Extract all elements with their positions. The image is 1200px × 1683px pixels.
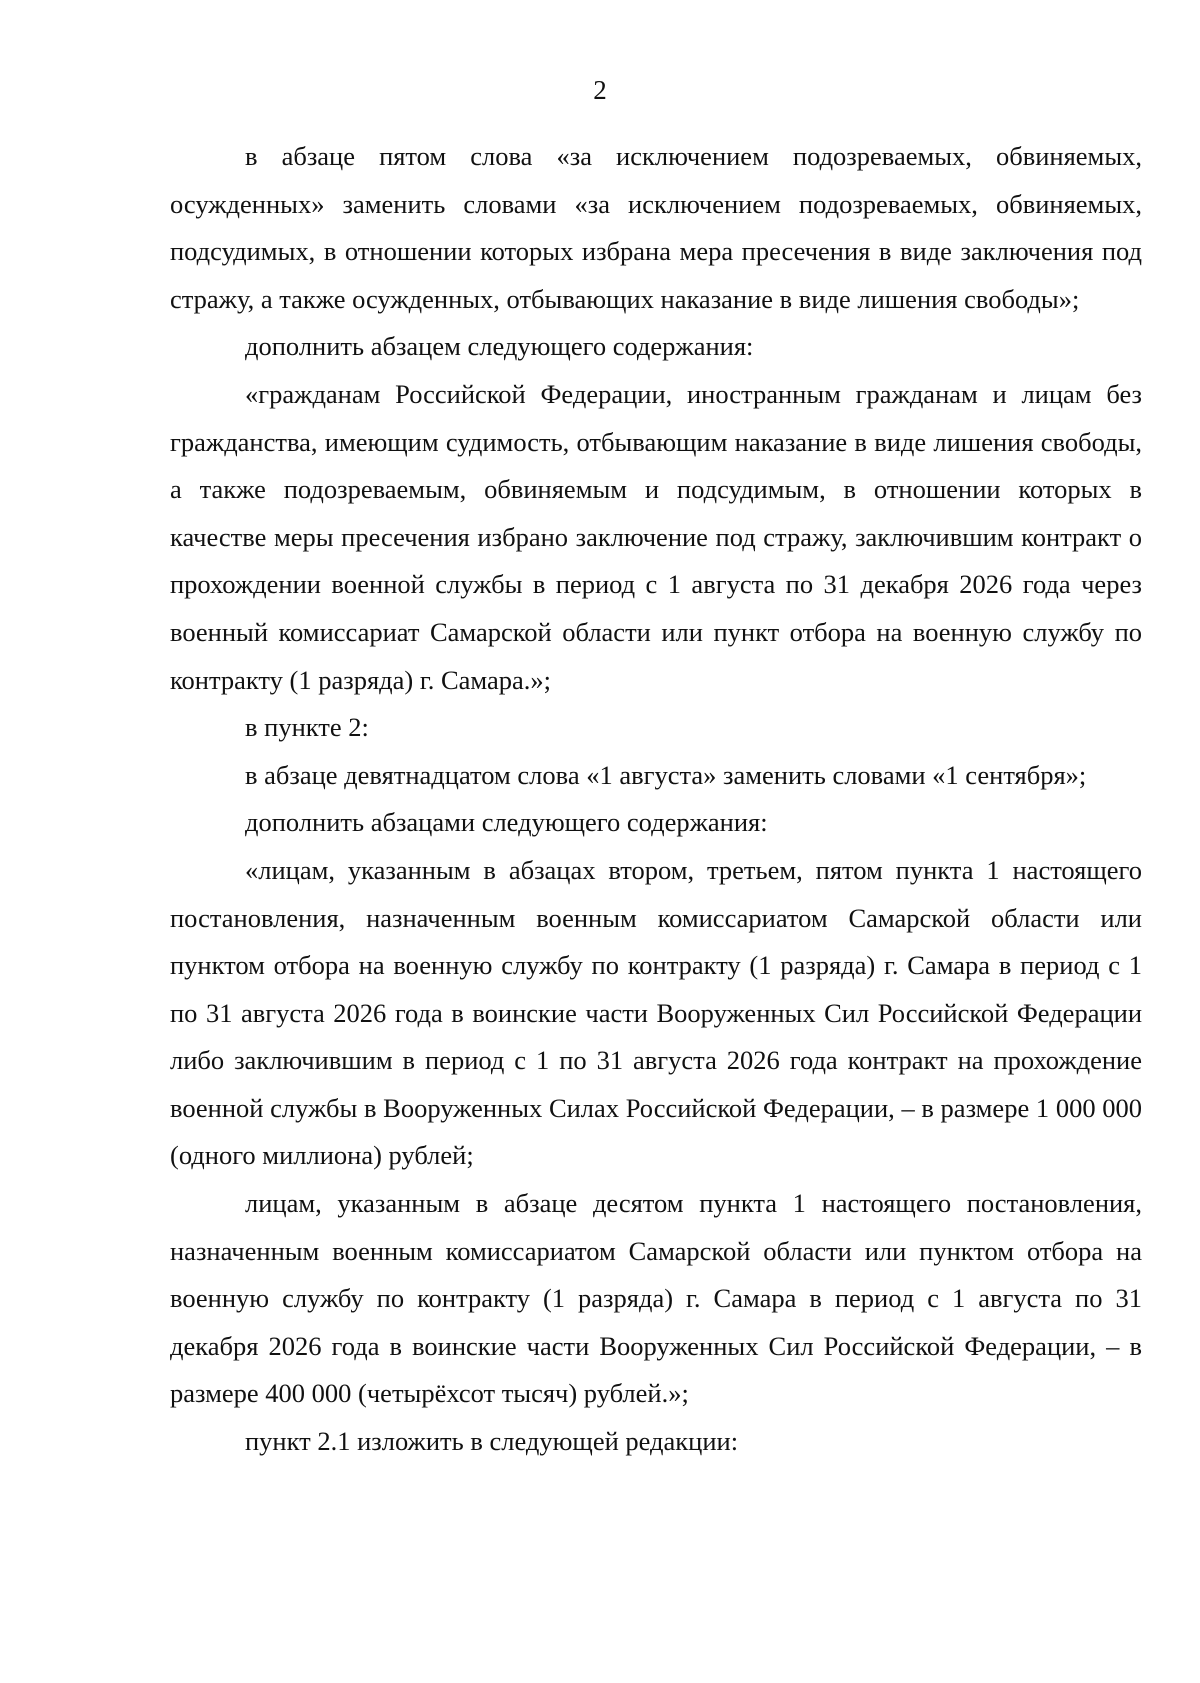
paragraph-add-paragraph-intro: дополнить абзацем следующего содержания: — [245, 331, 754, 362]
paragraph-add-paragraphs-intro: дополнить абзацами следующего содержания: — [245, 807, 768, 838]
paragraph-paragraph-five-amendment: в абзаце пятом слова «за исключением подозреваемых, обвиняемых, осужденных» заменить словами «за исключением подозреваемых, обвиняемых, подсудимых, в отношении которых избрана мера пресечения в виде заключения под стражу, а также осужденных, отбывающих наказание в виде лишения свободы»; — [170, 141, 1142, 314]
paragraph-payment-one-million: «лицам, указанным в абзацах втором, третьем, пятом пункта 1 настоящего постановления, назначенным военным комиссариатом Самарской области или пунктом отбора на военную службу по контракту (1 разряда) г. Самара в период с 1 по 31 августа 2026 года в воинские части Вооруженных Сил Российской Федерации либо заключившим в период с 1 по 31 августа 2026 года контракт на прохождение военной службы в Вооруженных Силах Российской Федерации, – в размере 1 000 000 (одного миллиона) рублей; — [170, 854, 1142, 1171]
paragraph-point-two-heading: в пункте 2: — [245, 712, 369, 743]
paragraph-point-two-one-heading: пункт 2.1 изложить в следующей редакции: — [245, 1426, 739, 1457]
paragraph-nineteenth-amendment: в абзаце девятнадцатом слова «1 августа» заменить словами «1 сентября»; — [245, 759, 1087, 790]
document-body — [170, 133, 1142, 1466]
paragraph-new-paragraph-citizens: «гражданам Российской Федерации, иностранным гражданам и лицам без гражданства, имеющим судимость, отбывающим наказание в виде лишения свободы, а также подозреваемым, обвиняемым и подсудимым, в отношении которых в качестве меры пресечения избрано заключение под стражу, заключившим контракт о прохождении военной службы в период с 1 августа по 31 декабря 2026 года через военный комиссариат Самарской области или пункт отбора на военную службу по контракту (1 разряда) г. Самара.»; — [170, 378, 1142, 695]
paragraph-payment-four-hundred-thousand: лицам, указанным в абзаце десятом пункта 1 настоящего постановления, назначенным военным комиссариатом Самарской области или пунктом отбора на военную службу по контракту (1 разряда) г. Самара в период с 1 августа по 31 декабря 2026 года в воинские части Вооруженных Сил Российской Федерации, – в размере 400 000 (четырёхсот тысяч) рублей.»; — [170, 1188, 1142, 1409]
page-number: 2 — [593, 75, 607, 105]
